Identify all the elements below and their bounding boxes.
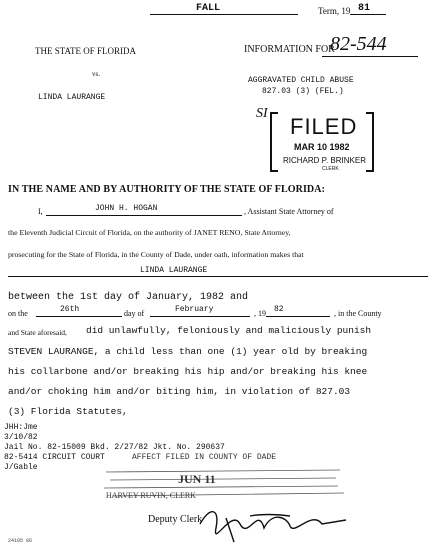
stamp-left-bracket <box>270 112 278 172</box>
footer-circuit: 82-5414 CIRCUIT COURT <box>4 453 105 462</box>
day-value: 26th <box>60 305 80 314</box>
authority-heading: IN THE NAME AND BY AUTHORITY OF THE STATE OF FLORIDA: <box>8 184 326 195</box>
footer-circuit-stamp: AFFECT FILED IN COUNTY OF DADE <box>132 453 277 462</box>
and-state-label: and State aforesaid, <box>8 328 67 337</box>
charge-line-2: 827.03 (3) (FEL.) <box>262 87 344 96</box>
charge-text-1: did unlawfully, feloniously and maliciously punish <box>86 325 372 336</box>
stamp-clerk-name: HARVEY RUVIN, CLERK <box>106 491 196 500</box>
body-line-2: the Eleventh Judicial Circuit of Florida, on the authority of JANET RENO, State Attorney, <box>8 228 291 237</box>
stamp-clerk: RICHARD P. BRINKER <box>283 156 366 165</box>
footer-jail: Jail No. 82-15009 Bkd. 2/27/82 Jkt. No. 290637 <box>4 443 225 452</box>
term-underline <box>150 14 298 15</box>
versus: vs. <box>92 70 100 78</box>
day-underline <box>36 316 122 317</box>
state-of-florida: THE STATE OF FLORIDA <box>35 46 137 56</box>
between-line: between the 1st day of January, 1982 and <box>8 292 249 303</box>
stamp-filed: FILED <box>290 114 358 139</box>
month-underline <box>150 316 250 317</box>
footer-date: 3/10/82 <box>4 433 38 442</box>
stamp-initials: SI <box>256 106 268 121</box>
charge-text-4: and/or choking him and/or biting him, in violation of 827.03 <box>8 386 351 397</box>
attorney-name: JOHN H. HOGAN <box>95 204 158 213</box>
in-county-label: , in the County <box>334 309 382 318</box>
stamp-right-bracket <box>366 112 374 172</box>
defendant-underline <box>8 276 428 277</box>
stamp-jun: JUN 11 <box>178 472 216 486</box>
case-number: 82-544 <box>330 33 387 55</box>
attorney-underline <box>46 215 242 216</box>
day-of-label: day of <box>124 309 145 318</box>
term-year-underline <box>350 14 386 15</box>
information-label: INFORMATION FOR <box>244 44 335 55</box>
charge-text-5: (3) Florida Statutes, <box>8 406 128 417</box>
term-year: 81 <box>358 3 371 14</box>
footer-initials: JHH:Jme <box>4 423 38 432</box>
term-label: Term, 19 <box>318 6 351 16</box>
i-label: I, <box>38 207 43 216</box>
footer-by: J/Gable <box>4 463 38 472</box>
charge-text-3: his collarbone and/or breaking his hip and/or breaking his knee <box>8 366 368 377</box>
term-season: FALL <box>196 3 221 14</box>
charge-text-2: STEVEN LAURANGE, a child less than one (1) year old by breaking <box>8 346 368 357</box>
defendant-caption: LINDA LAURANGE <box>38 93 106 102</box>
corner-code: 24105 86 <box>8 538 33 544</box>
body-line-3: prosecuting for the State of Florida, in the County of Dade, under oath, information makes that <box>8 250 304 259</box>
attorney-line-end: , Assistant State Attorney of <box>244 207 334 216</box>
stamp-date: MAR 10 1982 <box>294 142 350 152</box>
year-value: 82 <box>274 305 284 314</box>
certification-stamp <box>100 458 350 548</box>
case-number-underline <box>322 56 418 57</box>
charge-line-1: AGGRAVATED CHILD ABUSE <box>248 76 354 85</box>
on-the-label: on the <box>8 309 28 318</box>
month-value: February <box>175 305 214 314</box>
defendant-name: LINDA LAURANGE <box>140 266 208 275</box>
stamp-clerk-title: CLERK <box>322 166 339 172</box>
year-prefix: , 19 <box>254 309 266 318</box>
year-underline <box>266 316 330 317</box>
deputy-clerk-label: Deputy Clerk <box>148 514 203 525</box>
